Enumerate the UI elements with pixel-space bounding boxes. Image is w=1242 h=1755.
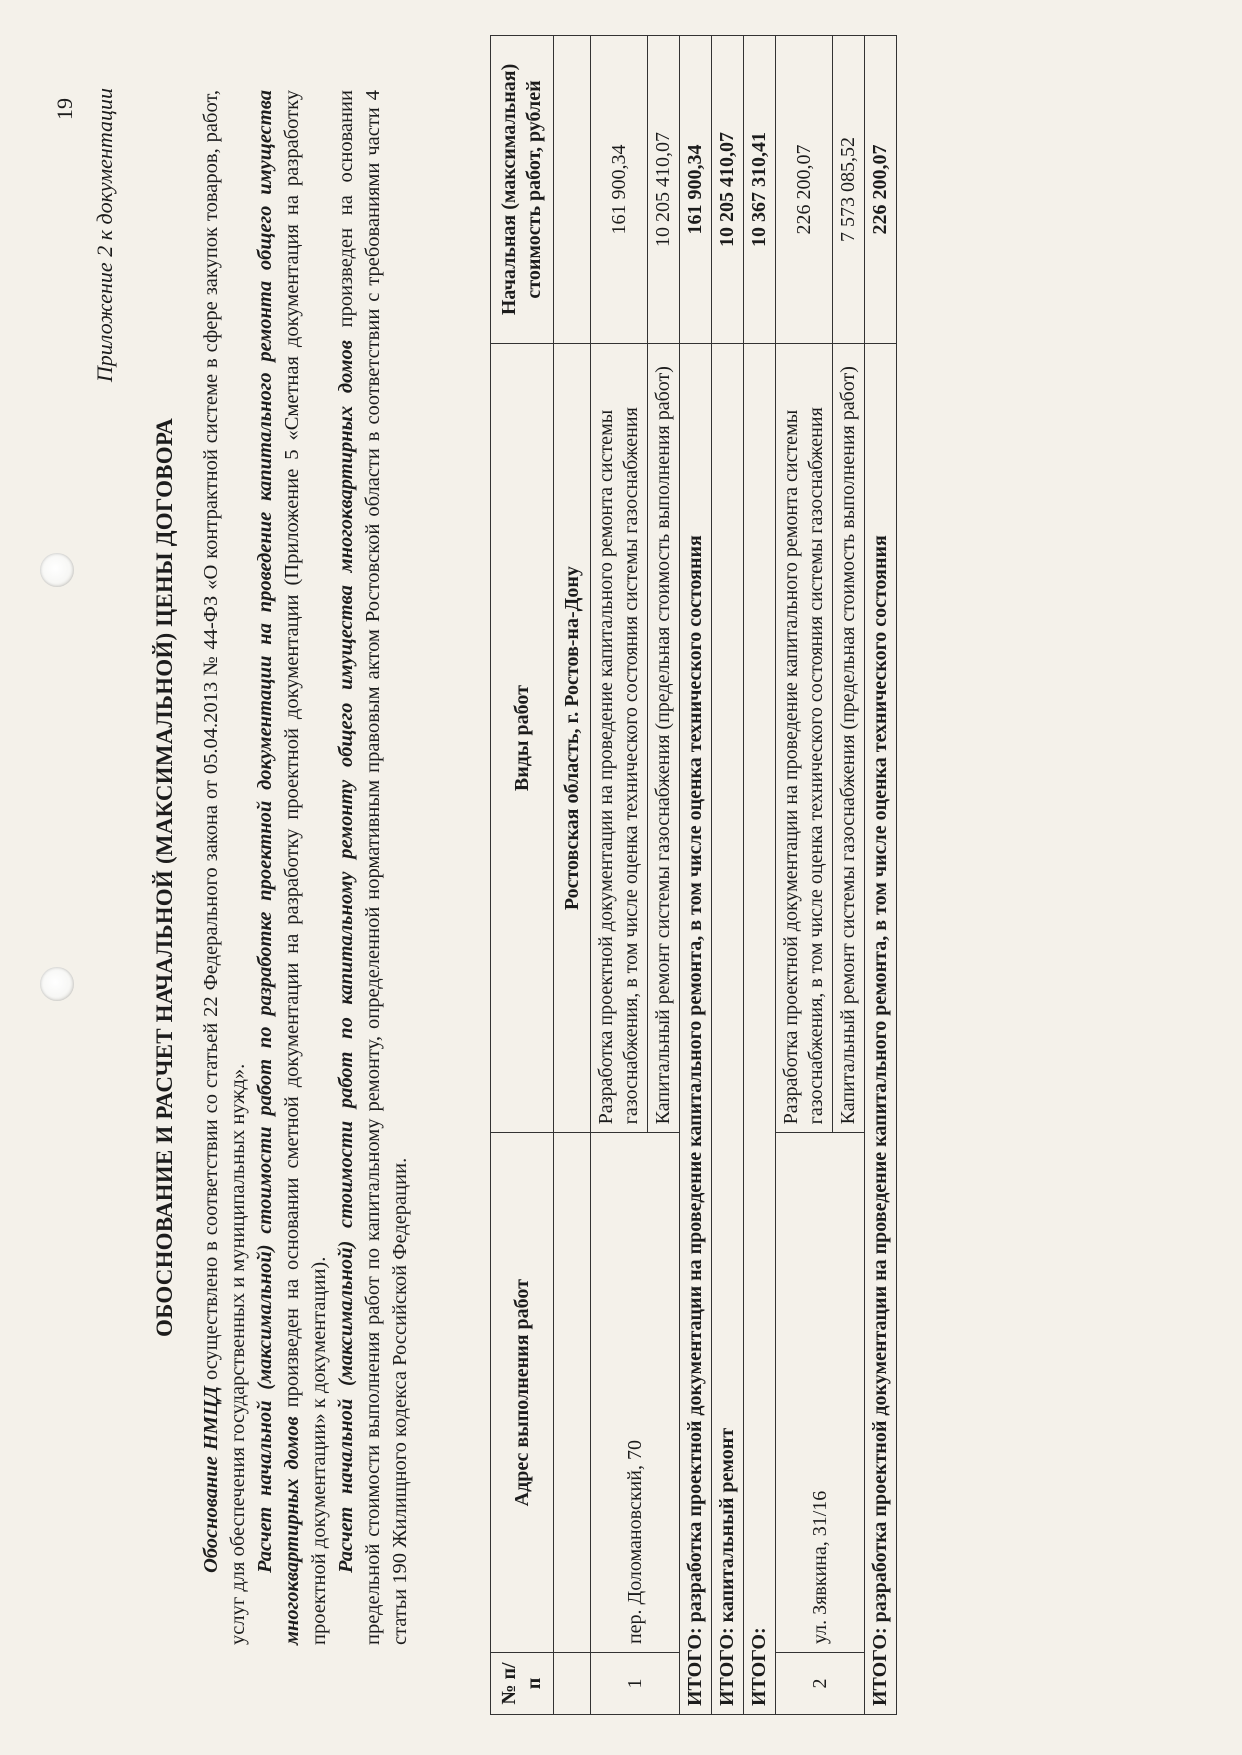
header-address: Адрес выполнения работ [491, 1133, 554, 1653]
row-cost: 226 200,07 [776, 36, 833, 344]
table-header-row [491, 36, 554, 1715]
region-cost-cell [554, 36, 591, 344]
region-row [554, 36, 591, 1715]
row-cost: 7 573 085,52 [833, 36, 865, 344]
region-num-cell [554, 1653, 591, 1715]
intro-p3-text: произведен на основании предельной стоимости выполнения работ по капитальному ремонту, определенной нормативным правовым актом Ростовской области в соответствии с требованиями части 4 статьи 190 Жилищного кодекса Российской Федерации. [335, 89, 411, 1645]
total-label: ИТОГО: разработка проектной документации на проведение капитального ремонта, в том числе оценка технического состояния [865, 343, 897, 1714]
table-row [776, 36, 833, 1715]
intro-text [198, 90, 414, 1645]
intro-p2-emphasis: Расчет начальной (максимальной) стоимости работ по разработке проектной документации на проведение капитального ремонта общего имущества многоквартирных домов [254, 90, 303, 1645]
total-value: 10 205 410,07 [712, 36, 744, 344]
total-label: ИТОГО: [744, 343, 776, 1714]
total-row [744, 36, 776, 1715]
intro-paragraph-3 [333, 90, 414, 1645]
header-works: Виды работ [491, 343, 554, 1132]
row-cost: 161 900,34 [591, 36, 648, 344]
table-row [591, 36, 648, 1715]
total-row [865, 36, 897, 1715]
document-sheet: 19 Приложение 2 к документации ОБОСНОВАНИЕ И РАСЧЕТ НАЧАЛЬНОЙ (МАКСИМАЛЬНОЙ) ЦЕНЫ ДОГОВОРА Обоснование НМЦД осуществлено в соответствии со статьей 22 Федерального закона от 05.04.2013 № 44-ФЗ «О контрактной системе в сфере закупок товаров, работ, услуг для обеспечения государственных и муниципальных нужд». Расчет начальной (максимальной) стоимости работ по разработке проектной документации на проведение капитального ремонта общего имущества многоквартирных домов произведен на основании сметной документации на разработку проектной документации (Приложение 5 «Сметная документация на разработку проектной документации» к документации). Расчет начальной (максимальной) стоимости работ по капитальному ремонту общего имущества многоквартирных домов произведен на основании предельной стоимости выполнения работ по капитальному ремонту, определенной нормативным правовым актом Ростовской области в соответствии с требованиями части 4 статьи 190 Жилищного кодекса Российской Федерации. № п/п Адрес выполнения работ Виды работ Начальная (максимальная) стоимость работ, рублей Ростовская область, г. Ростов-на-Дону 1 пер. Доломановский, 70 Разработка проектной документации на проведение капитального ремонта системы газоснабжения, в том числе оценка технического состояния системы газоснабжения 161 900,34 Капитальный ремонт системы газоснабжения (предельная стоимость выполнения работ) 10 205 410,07 ИТОГО: разработка проектной документации на проведение капитального ремонта, в том числе оценка технического состояния 161 900,34 ИТОГО: капитальный ремонт 10 205 410,07 ИТОГО: 10 367 310,41 2 ул. Зявкина, 31/16 Разработка проектной документации на проведение капитального ремонта системы газоснабжения, в том числе оценка технического состояния системы газоснабжения 226 200,07 Капитальный ремонт системы газоснабжения (предельная стоимость выполнения работ) 7 573 085,52 ИТОГО: разработка проектной документации на проведение капитального ремонта, в том числе оценка технического состояния 226 200,07 [0, 0, 1242, 1755]
header-num: № п/п [491, 1653, 554, 1715]
row-cost: 10 205 410,07 [648, 36, 680, 344]
intro-paragraph-2 [252, 90, 333, 1645]
total-label: ИТОГО: разработка проектной документации на проведение капитального ремонта, в том числе оценка технического состояния [680, 343, 712, 1714]
row-num: 2 [776, 1653, 865, 1715]
intro-p2-text: произведен на основании сметной документации на разработку проектной документации (Приложение 5 «Сметная документация на разработку проектной документации» к документации). [281, 90, 330, 1645]
total-label: ИТОГО: капитальный ремонт [712, 343, 744, 1714]
document-title: ОБОСНОВАНИЕ И РАСЧЕТ НАЧАЛЬНОЙ (МАКСИМАЛЬНОЙ) ЦЕНЫ ДОГОВОРА [152, 418, 177, 1337]
header-cost: Начальная (максимальная) стоимость работ, рублей [491, 36, 554, 344]
total-value: 226 200,07 [865, 36, 897, 344]
intro-p1-emphasis: Обоснование НМЦД [200, 1386, 222, 1573]
region-label: Ростовская область, г. Ростов-на-Дону [554, 343, 591, 1132]
row-work: Разработка проектной документации на проведение капитального ремонта системы газоснабжения, в том числе оценка технического состояния системы газоснабжения [776, 343, 833, 1132]
total-value: 161 900,34 [680, 36, 712, 344]
row-work: Капитальный ремонт системы газоснабжения (предельная стоимость выполнения работ) [648, 343, 680, 1132]
intro-p3-emphasis: Расчет начальной (максимальной) стоимости работ по капитальному ремонту общего имущества многоквартирных домов [335, 340, 357, 1573]
row-work: Капитальный ремонт системы газоснабжения (предельная стоимость выполнения работ) [833, 343, 865, 1132]
cost-table [490, 35, 897, 1715]
region-address-cell [554, 1133, 591, 1653]
appendix-note: Приложение 2 к документации [92, 88, 117, 383]
row-work: Разработка проектной документации на проведение капитального ремонта системы газоснабжения, в том числе оценка технического состояния системы газоснабжения [591, 343, 648, 1132]
total-value: 10 367 310,41 [744, 36, 776, 344]
intro-p1-text: осуществлено в соответствии со статьей 22 Федерального закона от 05.04.2013 № 44-ФЗ «О контрактной системе в сфере закупок товаров, работ, услуг для обеспечения государственных и муниципальных нужд». [200, 90, 249, 1645]
intro-paragraph-1 [198, 90, 252, 1645]
total-row [680, 36, 712, 1715]
row-address: пер. Доломановский, 70 [591, 1133, 680, 1653]
row-address: ул. Зявкина, 31/16 [776, 1133, 865, 1653]
total-row [712, 36, 744, 1715]
row-num: 1 [591, 1653, 680, 1715]
